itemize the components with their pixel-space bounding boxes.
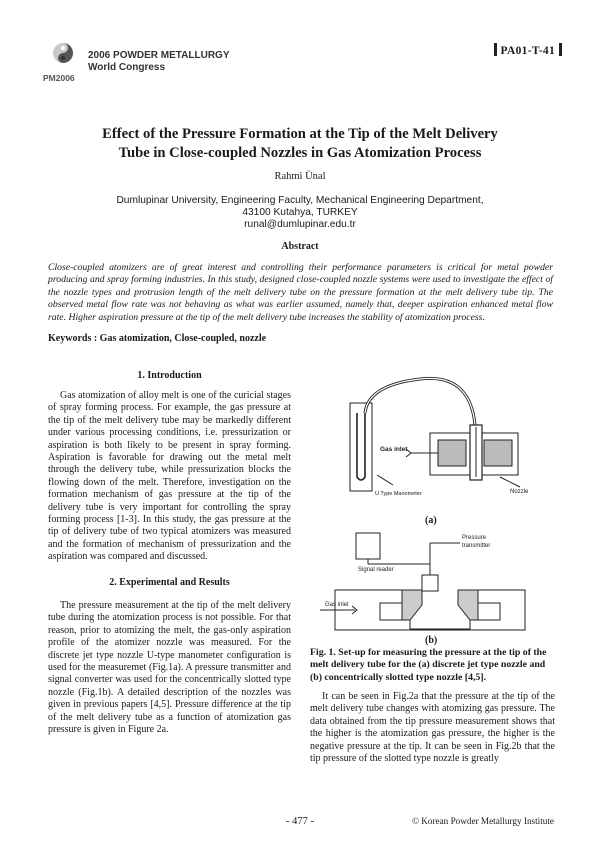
label-nozzle: Nozzle	[510, 489, 529, 495]
page-header	[40, 40, 580, 85]
figure-label-a: (a)	[425, 515, 437, 526]
keywords: Keywords : Gas atomization, Close-coupled, nozzle	[48, 333, 267, 344]
title-line-1: Effect of the Pressure Formation at the Tip of the Melt Delivery	[102, 126, 498, 142]
u-tube	[357, 413, 365, 480]
affiliation-line-1: Dumlupinar University, Engineering Faculty, Mechanical Engineering Department,	[116, 195, 484, 206]
label-signal-reader: Signal reader	[358, 567, 394, 573]
affiliation	[0, 195, 600, 231]
right-column-body	[310, 691, 555, 765]
affiliation-line-2: 43100 Kutahya, TURKEY	[242, 207, 358, 218]
label-pressure-1: Pressure	[462, 535, 487, 541]
title-line-2: Tube in Close-coupled Nozzles in Gas Atomization Process	[118, 145, 482, 161]
delivery-hose	[365, 378, 475, 425]
section-1-body	[48, 390, 291, 564]
conference-line-2: World Congress	[88, 62, 166, 73]
label-pressure-2: transmitter	[462, 543, 491, 549]
section-1-paragraph: Gas atomization of alloy melt is one of the curicial stages of spray forming process. For example, the gas pressure at the tip of the melt delivery tube may be markedly different under various processing conditions, i.e. pressurization or aspiration is both likely to be present in spray forming. Aspiration is favorable for drawing out the metal melt through the delivery tube, while pressurization blocks the flowing down of the melt. Therefore, investigation on the formation mechanism of gas pressure at the tip of the delivery tube is very important for controlling the spray forming process [1-3]. In this study, the gas pressure at the tip of delivery tube of two typical atomizers was measured and the formation of mechanism of pressurization and the aspiration was compared and discussed.	[48, 390, 291, 563]
code-bar-left	[494, 43, 497, 56]
figure-caption: Fig. 1. Set-up for measuring the pressure at the tip of the melt delivery tube for the (a) discrete jet type nozzle and (b) concentrically slotted type nozzle [4,5].	[310, 647, 547, 683]
manometer-frame	[350, 403, 372, 491]
label-gas-inlet-a: Gas inlet	[380, 446, 408, 453]
nozzle-body-b	[335, 590, 525, 630]
affiliation-email: runal@dumlupinar.edu.tr	[244, 219, 356, 230]
pm2006-logo-icon	[40, 40, 80, 84]
section-2-paragraph: The pressure measurement at the tip of the melt delivery tube during the atomization process is not possible. For that reason, prior to atomizing the melt, the gas-only aspiration profile of the atomizer nozzle was measured. For the discrete jet type nozzle U-type manometer configuration is used for the measuremet (Fig.1a). A pressure transmitter and signal converter was used for the concentrically slotted type nozzle (Fig.1b). A detailed description of the nozzles was given in previous papers [4,5]. Pressure difference at the tip of the melt delivery tube as a function of atomization gas pressure is given in Figure 2a.	[48, 600, 291, 736]
page-number: - 477 -	[286, 816, 314, 827]
section-2-body	[48, 600, 291, 736]
label-gas-inlet-b: Gas inlet	[325, 602, 349, 608]
label-manometer: U Type Manometer	[375, 491, 422, 497]
figure-1-drawing	[310, 365, 555, 645]
right-column-paragraph: It can be seen in Fig.2a that the pressure at the tip of the melt delivery tube changes with atomizing gas pressure. The data obtained from the tip pressure measurement shows that the higher is the atomization gas pressure, the higher is the negative pressure at the tip. It can be seen in Fig.2b that the tip pressure of the slotted type nozzle is greatly	[310, 691, 555, 765]
code-bar-right	[559, 43, 562, 56]
abstract-text: Close-coupled atomizers are of great interest and controlling their performance parameters is critical for metal powder producing and spray forming industries. In this study, designed close-coupled nozzle systems were used to investigate the effect of the nozzle types and protrusion length of the melt delivery tube on the pressure formation at the melt delivery tube tip. The observed metal flow rate was not behaving as what was earlier assumed, namely that, deeper aspiration enhanced metal flow rate. Higher aspiration pressure at the tip of the melt delivery tube increases the stability of atomization process.	[48, 262, 553, 323]
section-2-heading: 2. Experimental and Results	[109, 577, 230, 588]
paper-code	[490, 43, 566, 57]
paper-code-text: PA01-T-41	[500, 45, 555, 57]
conference-line-1: 2006 POWDER METALLURGY	[88, 50, 230, 61]
figure-1	[310, 365, 555, 645]
paper-title	[50, 125, 550, 163]
author-name: Rahmi Ünal	[274, 171, 326, 182]
figure-label-b: (b)	[425, 635, 438, 646]
page-footer	[0, 812, 600, 832]
abstract-heading: Abstract	[281, 241, 319, 252]
section-1-heading: 1. Introduction	[137, 370, 202, 381]
conference-name	[88, 50, 230, 74]
signal-reader-box	[356, 533, 380, 559]
publisher: © Korean Powder Metallurgy Institute	[411, 816, 554, 826]
logo-text: PM2006	[43, 73, 75, 83]
